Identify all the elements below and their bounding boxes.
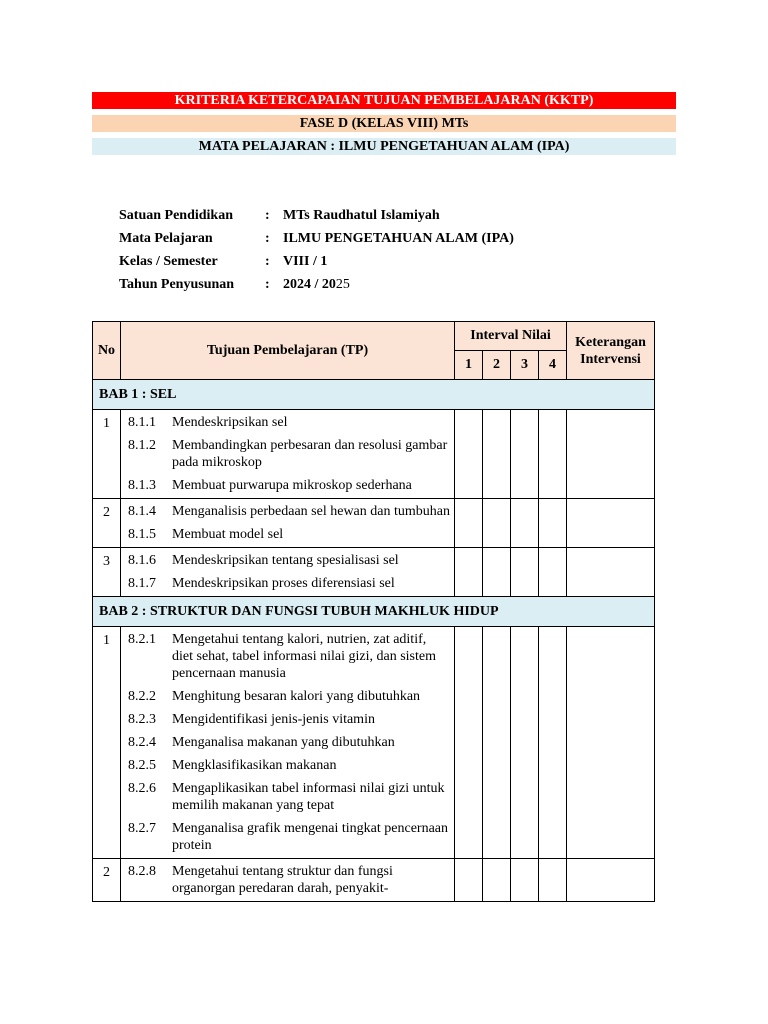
interval-3-header: 3 [511, 351, 539, 380]
interval-cell[interactable] [455, 499, 483, 548]
info-row [119, 273, 514, 296]
row-number: 1 [93, 627, 121, 859]
info-value: VIII / 1 [283, 253, 328, 269]
col-tp-header: Tujuan Pembelajaran (TP) [121, 322, 455, 380]
tp-text: Membuat purwarupa mikroskop sederhana [172, 478, 412, 493]
row-number: 2 [93, 859, 121, 902]
tp-cell [121, 410, 455, 499]
year-bold: 2024 / 20 [283, 276, 336, 292]
section-row [93, 597, 655, 627]
interval-2-header: 2 [483, 351, 511, 380]
interval-cell[interactable] [511, 499, 539, 548]
info-row [119, 227, 514, 250]
tp-code: 8.2.4 [128, 735, 156, 750]
tp-item [128, 631, 450, 682]
info-value: MTs Raudhatul Islamiyah [283, 207, 440, 223]
info-label: Mata Pelajaran [119, 230, 213, 246]
tp-code: 8.2.5 [128, 758, 156, 773]
info-label: Tahun Penyusunan [119, 276, 235, 292]
tp-item [128, 688, 450, 705]
table-row [93, 548, 655, 597]
info-row [119, 250, 514, 273]
row-number: 3 [93, 548, 121, 597]
tp-code: 8.2.1 [128, 632, 156, 647]
tp-item [128, 757, 450, 774]
section-row [93, 380, 655, 410]
tp-code: 8.1.4 [128, 504, 156, 519]
tp-text: Menganalisa grafik mengenai tingkat pencernaan protein [172, 821, 448, 853]
tp-text: Mengklasifikasikan makanan [172, 758, 337, 773]
tp-code: 8.2.2 [128, 689, 156, 704]
info-value [283, 273, 514, 296]
interval-cell[interactable] [539, 548, 567, 597]
table-row [93, 627, 655, 859]
interval-cell[interactable] [539, 410, 567, 499]
col-ket-header: Keterangan Intervensi [567, 322, 655, 380]
info-separator: : [265, 276, 270, 292]
interval-cell[interactable] [483, 548, 511, 597]
tp-item [128, 734, 450, 751]
tp-item [128, 552, 450, 569]
tp-code: 8.2.6 [128, 781, 156, 796]
tp-text: Mengetahui tentang kalori, nutrien, zat aditif, diet sehat, tabel informasi nilai gizi, dan sistem pencernaan manusia [172, 632, 436, 681]
tp-item [128, 863, 450, 897]
interval-cell[interactable] [483, 859, 511, 902]
tp-item [128, 820, 450, 854]
tp-item [128, 437, 450, 471]
tp-item [128, 503, 450, 520]
tp-code: 8.2.7 [128, 821, 156, 836]
subject-banner: MATA PELAJARAN : ILMU PENGETAHUAN ALAM (IPA) [92, 138, 676, 155]
tp-item [128, 414, 450, 431]
info-separator: : [265, 253, 270, 269]
keterangan-cell[interactable] [567, 627, 655, 859]
interval-cell[interactable] [483, 627, 511, 859]
tp-cell [121, 499, 455, 548]
table-row [93, 499, 655, 548]
tp-text: Menghitung besaran kalori yang dibutuhkan [172, 689, 421, 704]
interval-cell[interactable] [455, 410, 483, 499]
row-number: 1 [93, 410, 121, 499]
interval-cell[interactable] [511, 627, 539, 859]
info-label: Satuan Pendidikan [119, 207, 233, 223]
interval-cell[interactable] [539, 499, 567, 548]
section-title: BAB 2 : STRUKTUR DAN FUNGSI TUBUH MAKHLUK HIDUP [93, 597, 655, 627]
keterangan-cell[interactable] [567, 410, 655, 499]
document-title: KRITERIA KETERCAPAIAN TUJUAN PEMBELAJARAN (KKTP) [92, 92, 676, 109]
tp-item [128, 711, 450, 728]
kktp-table [92, 321, 655, 902]
year-normal: 25 [335, 276, 350, 292]
interval-cell[interactable] [511, 410, 539, 499]
table-row [93, 859, 655, 902]
tp-text: Mendeskripsikan proses diferensiasi sel [172, 576, 395, 591]
identity-info [119, 204, 514, 296]
tp-text: Membandingkan perbesaran dan resolusi gambar pada mikroskop [172, 438, 448, 470]
keterangan-cell[interactable] [567, 859, 655, 902]
table-row [93, 410, 655, 499]
tp-cell [121, 548, 455, 597]
keterangan-cell[interactable] [567, 548, 655, 597]
tp-text: Menganalisa makanan yang dibutuhkan [172, 735, 395, 750]
info-separator: : [265, 207, 270, 223]
interval-cell[interactable] [455, 859, 483, 902]
interval-4-header: 4 [539, 351, 567, 380]
tp-text: Menganalisis perbedaan sel hewan dan tumbuhan [172, 504, 450, 519]
tp-code: 8.1.5 [128, 527, 156, 542]
tp-code: 8.1.3 [128, 478, 156, 493]
phase-banner: FASE D (KELAS VIII) MTs [92, 115, 676, 132]
tp-item [128, 575, 450, 592]
row-number: 2 [93, 499, 121, 548]
info-label: Kelas / Semester [119, 253, 218, 269]
info-row [119, 204, 514, 227]
tp-item [128, 780, 450, 814]
tp-text: Mendeskripsikan sel [172, 415, 288, 430]
info-value: ILMU PENGETAHUAN ALAM (IPA) [283, 230, 514, 246]
tp-item [128, 477, 450, 494]
interval-cell[interactable] [455, 627, 483, 859]
tp-code: 8.1.1 [128, 415, 156, 430]
interval-cell[interactable] [511, 859, 539, 902]
tp-item [128, 526, 450, 543]
tp-text: Mengaplikasikan tabel informasi nilai gizi untuk memilih makanan yang tepat [172, 781, 445, 813]
interval-1-header: 1 [455, 351, 483, 380]
interval-cell[interactable] [483, 410, 511, 499]
interval-cell[interactable] [539, 627, 567, 859]
tp-text: Membuat model sel [172, 527, 284, 542]
tp-cell [121, 859, 455, 902]
interval-cell[interactable] [455, 548, 483, 597]
tp-code: 8.2.3 [128, 712, 156, 727]
col-no-header: No [93, 322, 121, 380]
section-title: BAB 1 : SEL [93, 380, 655, 410]
keterangan-cell[interactable] [567, 499, 655, 548]
tp-cell [121, 627, 455, 859]
info-separator: : [265, 230, 270, 246]
interval-cell[interactable] [511, 548, 539, 597]
col-interval-header: Interval Nilai [455, 322, 567, 351]
interval-cell[interactable] [483, 499, 511, 548]
interval-cell[interactable] [539, 859, 567, 902]
tp-code: 8.1.7 [128, 576, 156, 591]
tp-text: Mengetahui tentang struktur dan fungsi organorgan peredaran darah, penyakit- [172, 864, 393, 896]
tp-text: Mendeskripsikan tentang spesialisasi sel [172, 553, 399, 568]
tp-code: 8.1.6 [128, 553, 156, 568]
tp-code: 8.2.8 [128, 864, 156, 879]
tp-code: 8.1.2 [128, 438, 156, 453]
tp-text: Mengidentifikasi jenis-jenis vitamin [172, 712, 375, 727]
